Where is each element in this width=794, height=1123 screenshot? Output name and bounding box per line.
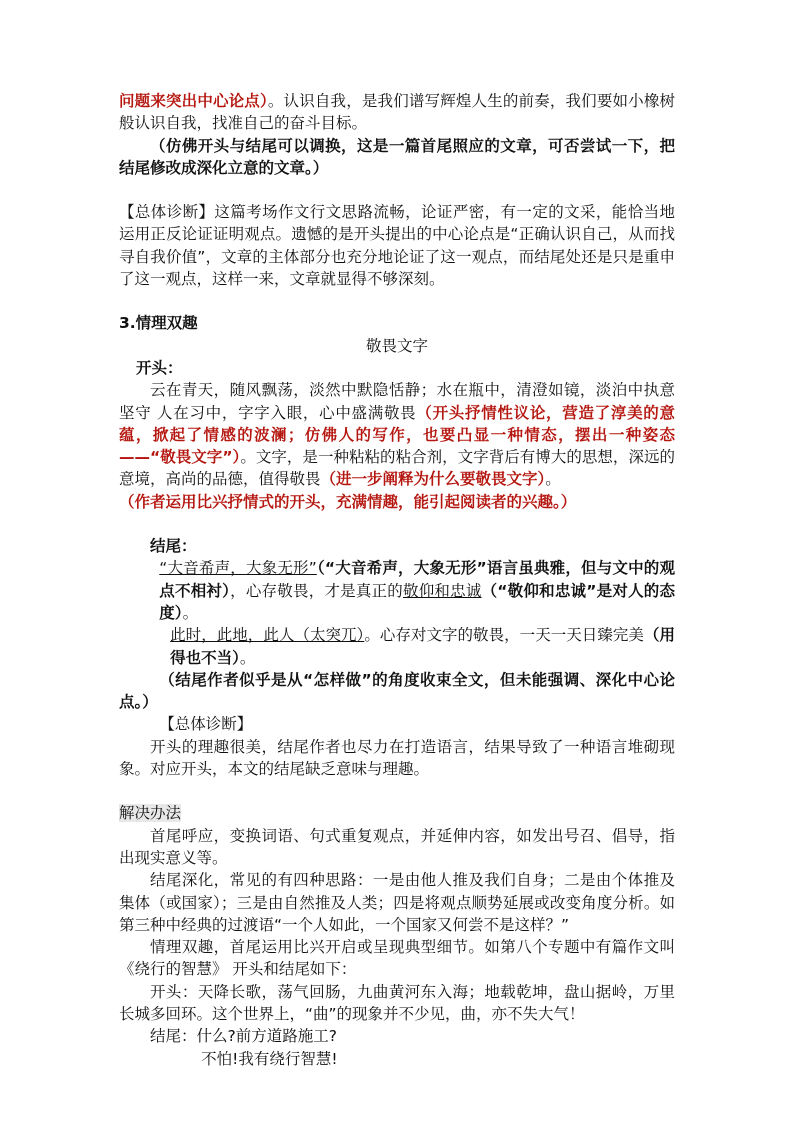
red-annotation: （进一步阐释为什么要敬畏文字）: [320, 470, 546, 489]
opening-comment: （作者运用比兴抒情式的开头，充满情趣，能引起阅读者的兴趣。）: [119, 492, 577, 511]
ending-text: 。心存对文字的敬畏，一天一天日臻完美: [364, 626, 644, 645]
bold-annotation: （“大音希声，大象无形”语言虽典雅，但与文中的观点不相衬）: [159, 559, 675, 600]
section-heading: 3.情理双趣: [119, 314, 198, 333]
opening-paragraph: [119, 379, 675, 490]
solution-item: 情理双趣，首尾运用比兴开启或呈现典型细节。如第八个专题中有篇作文叫《绕行的智慧》 开头和结尾如下：: [119, 938, 675, 979]
ending-comment: （结尾作者似乎是从“怎样做”的角度收束全文，但未能强调、深化中心论点。）: [119, 670, 675, 712]
ending-paragraph: [119, 557, 675, 624]
punctuation: 。: [239, 648, 256, 667]
underlined-phrase: 此时，此地，此人（太突兀）: [170, 626, 365, 645]
punctuation: 。: [545, 470, 561, 489]
spacer: [119, 290, 675, 312]
red-annotation: （开头抒情性议论，营造了淳美的意蕴，掀起了情感的波澜；仿佛人的写作，也要凸显一种情态，摆出一种姿态——“敬畏文字”）: [119, 403, 675, 467]
ending-label: 结尾：: [150, 537, 197, 556]
essay-title: 敬畏文字: [365, 336, 428, 355]
solution-heading: 解决办法: [119, 804, 182, 823]
bold-annotation: （“敬仰和忠诚”是对人的态度）: [159, 581, 675, 622]
underlined-phrase: “大音希声，大象无形”: [159, 559, 317, 578]
underlined-phrase: 敬仰和忠诚: [402, 581, 482, 600]
document-body: [119, 90, 675, 1070]
spacer: [119, 179, 675, 201]
diagnosis-text: 开头的理趣很美，结尾作者也尽力在打造语言，结果导致了一种语言堆砌现象。对应开头，本文的结尾缺乏意味与理趣。: [119, 737, 675, 779]
solution-item: 结尾深化，常见的有四种思路：一是由他人推及我们自身；二是由个体推及集体（或国家）；三是由自然推及人类；四是将观点顺势延展或改变角度分析。如第三种中经典的过渡语“一个人如此，一个国家又何尝不是这样？”: [119, 871, 675, 934]
bold-annotation: （仿佛开头与结尾可以调换，这是一篇首尾照应的文章，可否尝试一下，把结尾修改成深化立意的文章。）: [119, 136, 675, 177]
opening-text: 云在青天，随风飘荡，淡然中默隐恬静；水在瓶中，清澄如镜，淡泊中执意坚守 人在习中，字字入眼，心中盛满敬畏: [119, 381, 675, 422]
paragraph-intro: [119, 90, 675, 135]
spacer: [119, 513, 675, 535]
ending-paragraph-2: [119, 624, 675, 669]
solution-item: 首尾呼应，变换词语、句式重复观点，并延伸内容，如发出号召、倡导，指出现实意义等。: [119, 826, 675, 867]
diagnosis-paragraph: 【总体诊断】这篇考场作文行文思路流畅，论证严密，有一定的文采，能恰当地运用正反论证证明观点。遗憾的是开头提出的中心论点是“正确认识自己，从而找寻自我价值”，文章的主体部分也充分地论证了这一观点，而结尾处还是只是重申了这一观点，这样一来，文章就显得不够深刻。: [119, 203, 675, 289]
solution-item: 开头：天降长歌，荡气回肠，九曲黄河东入海；地载乾坤，盘山据岭，万里长城多回环。这个世界上，“曲”的现象并不少见，曲，亦不失大气！: [119, 982, 675, 1023]
ending-example-line: 不怕!我有绕行智慧!: [201, 1049, 338, 1068]
body-text: 。认识自我，是我们谱写辉煌人生的前奏，我们要如小橡树般认识自我，找准自己的奋斗目标。: [119, 92, 675, 133]
ending-text: ，心存敬畏，才是真正的: [230, 581, 403, 600]
bold-annotation: （用得也不当）: [170, 626, 675, 667]
spacer: [119, 780, 675, 802]
red-annotation: 问题来突出中心论点）: [119, 92, 268, 110]
punctuation: 。: [182, 603, 199, 622]
opening-label: 开头：: [136, 358, 183, 377]
ending-example-line: 结尾：什么?前方道路施工?: [150, 1027, 337, 1046]
solution-heading-row: [119, 802, 675, 824]
diagnosis-label: 【总体诊断】: [159, 715, 253, 734]
opening-text: 。文字，是一种粘粘的粘合剂，文字背后有博大的思想，深远的意境，高尚的品德，值得敬畏: [119, 448, 675, 489]
